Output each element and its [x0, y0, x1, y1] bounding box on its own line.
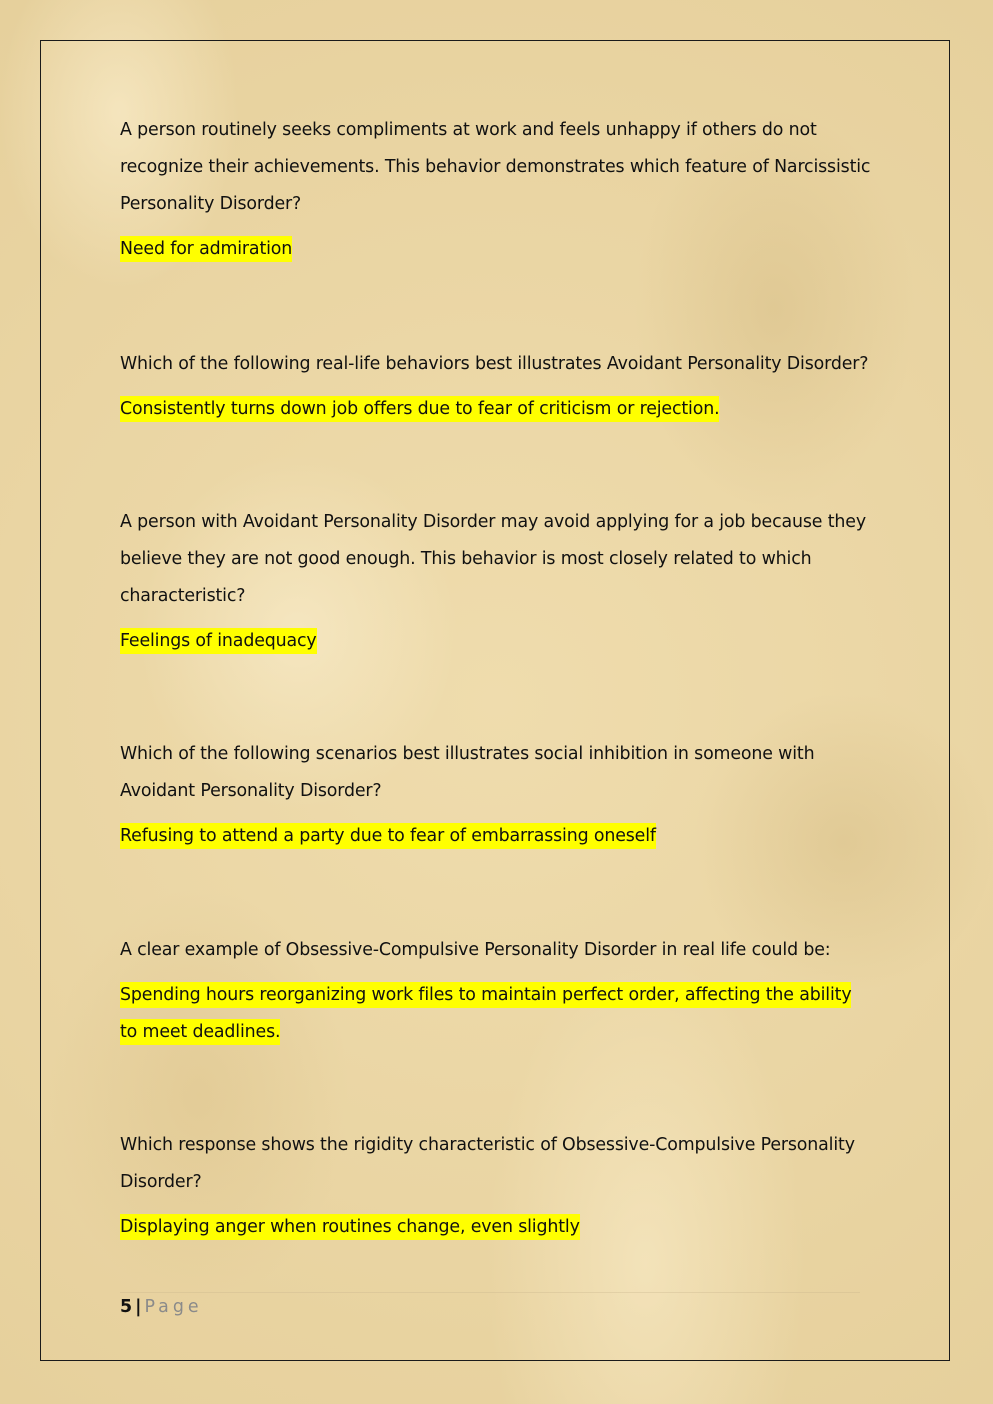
question-text: Which response shows the rigidity characteristic of Obsessive-Compulsive Personality Disorder?: [120, 1135, 855, 1192]
qa-item: [120, 1127, 872, 1246]
answer-text: [120, 391, 872, 428]
question-text: A clear example of Obsessive-Compulsive Personality Disorder in real life could be:: [120, 940, 831, 960]
qa-item: [120, 346, 872, 428]
answer-highlight: Feelings of inadequacy: [120, 628, 317, 654]
page-label: Page: [144, 1297, 203, 1317]
qa-item: [120, 112, 872, 268]
answer-highlight: Consistently turns down job offers due to fear of criticism or rejection.: [120, 396, 719, 422]
footer-separator: |: [135, 1297, 142, 1317]
answer-text: [120, 818, 872, 855]
footer-divider: [120, 1292, 860, 1293]
page-footer: [120, 1296, 203, 1318]
answer-text: [120, 231, 872, 268]
answer-text: [120, 1209, 872, 1246]
question-text: A person with Avoidant Personality Disorder may avoid applying for a job because they believe they are not good enough. This behavior is most closely related to which characteristic?: [120, 512, 866, 606]
answer-text: [120, 623, 872, 660]
qa-item: [120, 932, 872, 1051]
answer-highlight: Need for admiration: [120, 236, 292, 262]
question-text: Which of the following scenarios best illustrates social inhibition in someone with Avoidant Personality Disorder?: [120, 744, 815, 801]
page-number: 5: [120, 1297, 133, 1317]
answer-highlight: Spending hours reorganizing work files to maintain perfect order, affecting the ability to meet deadlines.: [120, 982, 851, 1045]
qa-item: [120, 504, 872, 660]
answer-highlight: Refusing to attend a party due to fear of embarrassing oneself: [120, 823, 656, 849]
question-text: Which of the following real-life behaviors best illustrates Avoidant Personality Disorder?: [120, 354, 869, 374]
document-body: [120, 112, 872, 1246]
answer-text: [120, 977, 872, 1051]
answer-highlight: Displaying anger when routines change, even slightly: [120, 1214, 580, 1240]
qa-item: [120, 736, 872, 855]
question-text: A person routinely seeks compliments at work and feels unhappy if others do not recognize their achievements. This behavior demonstrates which feature of Narcissistic Personality Disorder?: [120, 120, 871, 214]
